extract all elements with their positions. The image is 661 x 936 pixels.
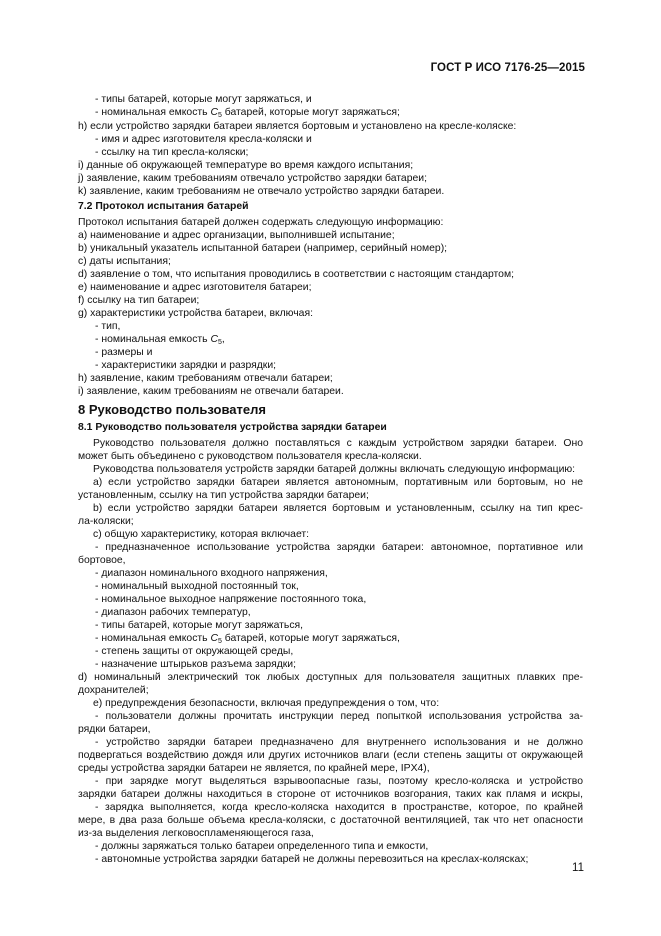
text-line: - пользователи должны прочитать инструкции перед попыткой использования устройства за-: [95, 711, 583, 722]
text-line: - зарядка выполняется, когда кресло-коляска находится в пространстве, которое, по крайней: [95, 802, 583, 813]
text-line: f) ссылку на тип батареи;: [78, 295, 200, 306]
text-line: e) предупреждения безопасности, включая предупреждения о том, что:: [93, 698, 440, 709]
text-line: - типы батарей, которые могут заряжаться,: [95, 620, 304, 631]
text-line: - тип,: [95, 321, 121, 332]
text-line: установленным, ссылку на тип устройства зарядки батареи;: [78, 490, 369, 501]
text-line: - должны заряжаться только батареи определенного типа и емкости,: [95, 841, 429, 852]
text-line: k) заявление, каким требованиям не отвечало устройство зарядки батареи.: [78, 186, 445, 197]
text-line: - назначение штырьков разъема зарядки;: [95, 659, 296, 670]
text-line: Протокол испытания батарей должен содержать следующую информацию:: [78, 217, 444, 228]
text-line: h) если устройство зарядки батареи является бортовым и установлено на кресле-коляске:: [78, 121, 517, 132]
text-line: подвергаться воздействию дождя или других источников влаги (если степень защиты от окружающей: [78, 750, 583, 761]
section-heading: 7.2 Протокол испытания батарей: [78, 201, 249, 212]
text-line: a) наименование и адрес организации, выполнившей испытание;: [78, 230, 395, 241]
text-line: Руководство пользователя должно поставляться с каждым устройством зарядки батареи. Оно: [93, 438, 583, 449]
text-line: j) заявление, каким требованиям отвечало устройство зарядки батареи;: [78, 173, 427, 184]
text-line: b) если устройство зарядки батареи является бортовым и установленным, ссылку на тип крес-: [93, 503, 583, 514]
text-line: - имя и адрес изготовителя кресла-коляски и: [95, 134, 312, 145]
text-line: - номинальная емкость $C_5$ батарей, которые могут заряжаться,: [95, 633, 400, 645]
text-line: - степень защиты от окружающей среды,: [95, 646, 294, 657]
text-line: бортовое,: [78, 555, 126, 566]
text-line: - номинальный выходной постоянный ток,: [95, 581, 299, 592]
section-heading: 8.1 Руководство пользователя устройства зарядки батареи: [78, 422, 387, 433]
text-line: может быть объединено с руководством пользователя кресла-коляски.: [78, 451, 422, 462]
text-line: - типы батарей, которые могут заряжаться, и: [95, 94, 312, 105]
text-line: мере, в два раза больше объема кресла-коляски, с достаточной вентиляцией, так что нет опасности: [78, 815, 583, 826]
text-line: - предназначенное использование устройства зарядки батареи: автономное, портативное или: [95, 542, 583, 553]
text-line: среды устройства зарядки батареи не является, по крайней мере, IPX4),: [78, 763, 430, 774]
text-line: - характеристики зарядки и разрядки;: [95, 360, 277, 371]
text-line: c) даты испытания;: [78, 256, 171, 267]
text-line: - номинальная емкость $C_5$ батарей, которые могут заряжаться;: [95, 107, 400, 119]
text-line: ла-коляски;: [78, 516, 134, 527]
text-line: - диапазон рабочих температур,: [95, 607, 251, 618]
text-line: - ссылку на тип кресла-коляски;: [95, 147, 249, 158]
text-line: e) наименование и адрес изготовителя батареи;: [78, 282, 312, 293]
text-line: - диапазон номинального входного напряжения,: [95, 568, 328, 579]
text-line: - размеры и: [95, 347, 153, 358]
text-line: i) данные об окружающей температуре во время каждого испытания;: [78, 160, 414, 171]
text-line: - устройство зарядки батареи предназначено для внутреннего использования и не должно: [95, 737, 583, 748]
text-line: зарядки батареи должны находиться в стороне от источников возгорания, таких как пламя и искры,: [78, 789, 583, 800]
text-line: c) общую характеристику, которая включает:: [93, 529, 310, 540]
text-line: b) уникальный указатель испытанной батареи (например, серийный номер);: [78, 243, 448, 254]
text-line: d) номинальный электрический ток любых доступных для пользователя защитных плавких пре-: [78, 672, 583, 683]
text-line: - при зарядке могут выделяться взрывоопасные газы, поэтому кресло-коляска и устройство: [95, 776, 583, 787]
page-number: 11: [572, 862, 584, 874]
text-line: - номинальное выходное напряжение постоянного тока,: [95, 594, 367, 605]
section-heading: 8 Руководство пользователя: [78, 402, 266, 417]
text-line: рядки батареи,: [78, 724, 151, 735]
text-line: a) если устройство зарядки батареи является автономным, портативным или бортовым, но не: [93, 477, 583, 488]
text-line: i) заявление, каким требованиям не отвечали батареи.: [78, 386, 344, 397]
text-line: - номинальная емкость $C_5$,: [95, 334, 225, 346]
text-line: Руководства пользователя устройств зарядки батарей должны включать следующую информацию:: [93, 464, 576, 475]
text-line: h) заявление, каким требованиям отвечали батареи;: [78, 373, 333, 384]
document-header: ГОСТ Р ИСО 7176-25—2015: [430, 62, 585, 74]
text-line: - автономные устройства зарядки батарей не должны перевозиться на креслах-колясках;: [95, 854, 529, 865]
text-line: d) заявление о том, что испытания проводились в соответствии с настоящим стандартом;: [78, 269, 514, 280]
text-line: из-за выделения легковоспламеняющегося газа,: [78, 828, 314, 839]
text-line: g) характеристики устройства батареи, включая:: [78, 308, 313, 319]
text-line: дохранителей;: [78, 685, 149, 696]
